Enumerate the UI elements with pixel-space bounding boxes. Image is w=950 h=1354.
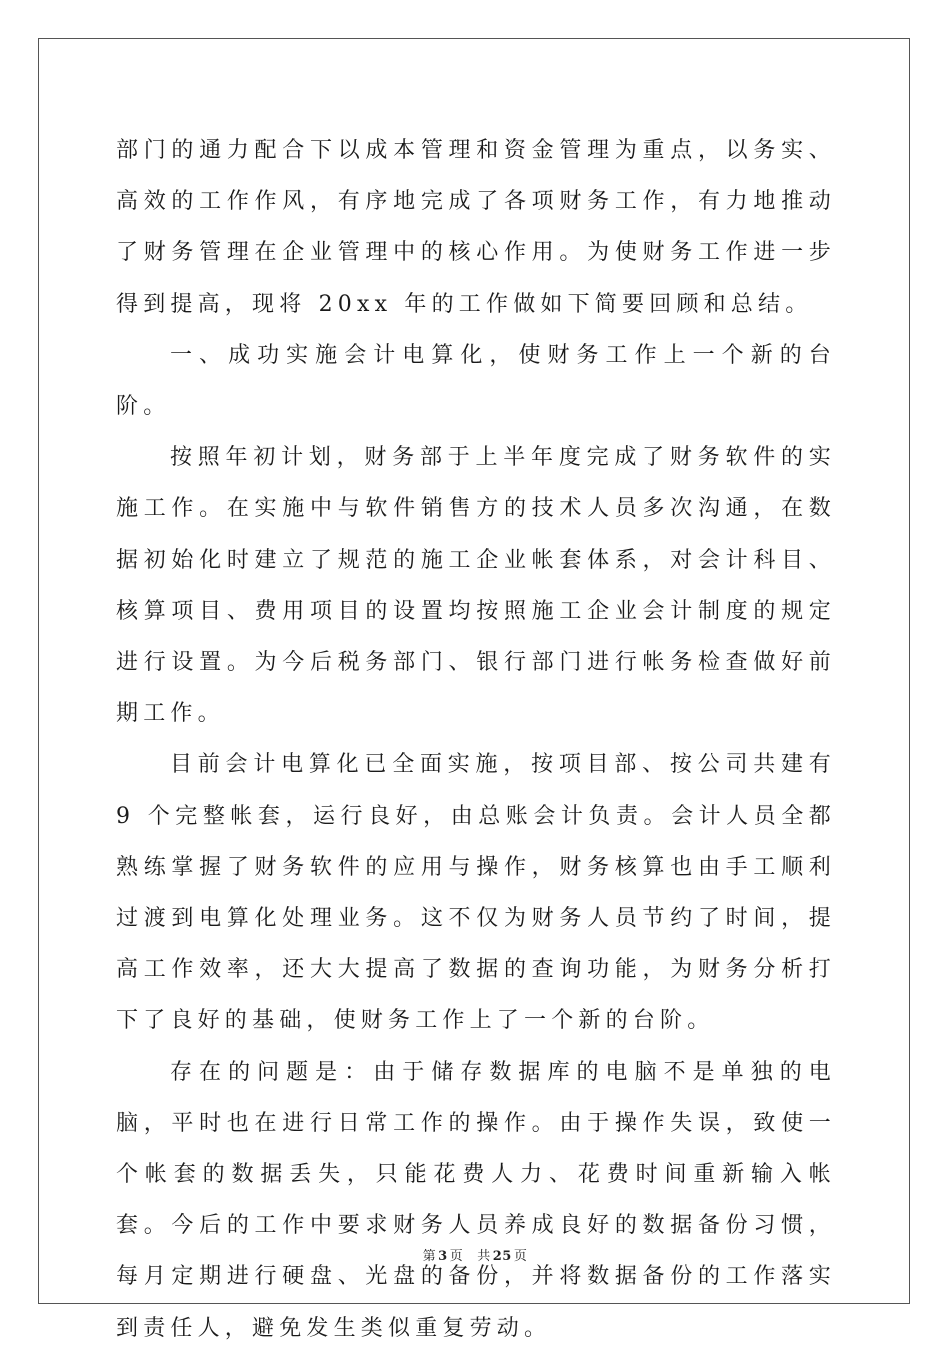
total-suffix: 页	[513, 1249, 528, 1264]
page-number: 3	[438, 1249, 448, 1264]
document-body	[116, 125, 836, 1354]
section-heading: 一、成功实施会计电算化，使财务工作上一个新的台阶。	[116, 342, 836, 420]
page-suffix: 页	[449, 1249, 464, 1264]
paragraph-implementation: 按照年初计划，财务部于上半年度完成了财务软件的实施工作。在实施中与软件销售方的技术人员多次沟通，在数据初始化时建立了规范的施工企业帐套体系，对会计科目、核算项目、费用项目的设置均按照施工企业会计制度的规定进行设置。为今后税务部门、银行部门进行帐务检查做好前期工作。	[116, 445, 836, 727]
page-prefix: 第	[422, 1249, 437, 1264]
paragraph-current-status: 目前会计电算化已全面实施，按项目部、按公司共建有 9 个完整帐套，运行良好，由总账会计负责。会计人员全都熟练掌握了财务软件的应用与操作，财务核算也由手工顺利过渡到电算化处理业务。这不仅为财务人员节约了时间，提高工作效率，还大大提高了数据的查询功能，为财务分析打下了良好的基础，使财务工作上了一个新的台阶。	[116, 752, 836, 1034]
paragraph-problems: 存在的问题是：由于储存数据库的电脑不是单独的电脑，平时也在进行日常工作的操作。由于操作失误，致使一个帐套的数据丢失，只能花费人力、花费时间重新输入帐套。今后的工作中要求财务人员养成良好的数据备份习惯，每月定期进行硬盘、光盘的备份，并将数据备份的工作落实到责任人，避免发生类似重复劳动。	[116, 1059, 836, 1341]
page-total: 25	[492, 1249, 512, 1264]
total-prefix: 共	[477, 1249, 491, 1264]
page-footer	[0, 1245, 950, 1264]
paragraph-intro-continuation: 部门的通力配合下以成本管理和资金管理为重点，以务实、高效的工作作风，有序地完成了各项财务工作，有力地推动了财务管理在企业管理中的核心作用。为使财务工作进一步得到提高，现将 20xx 年的工作做如下简要回顾和总结。	[116, 138, 836, 317]
